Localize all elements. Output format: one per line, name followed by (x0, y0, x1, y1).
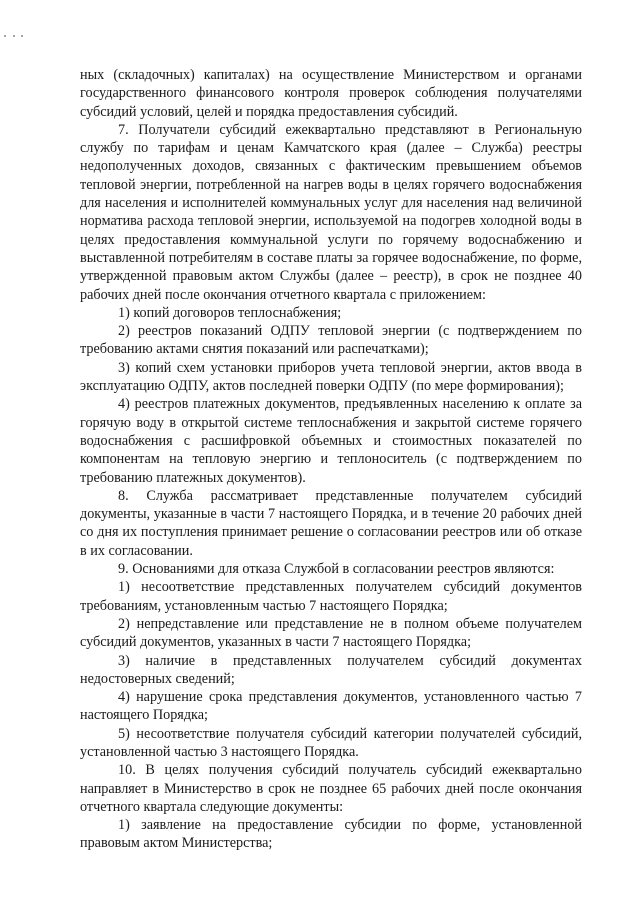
paragraph-7-item-4: 4) реестров платежных документов, предъявленных населению к оплате за горячую воду в открытой системе теплоснабжения и закрытой системе горячего водоснабжения с расшифровкой объемных и стоимостных показателей по компонентам на тепловую энергию и теплоноситель (с подтверждением по требованию платежных документов). (80, 396, 582, 486)
paragraph-9-item-1: 1) несоответствие представленных получателем субсидий документов требованиям, установленным частью 7 настоящего Порядка; (80, 579, 582, 614)
document-body (80, 66, 582, 853)
scan-artifact (4, 33, 24, 39)
paragraph-9: 9. Основаниями для отказа Службой в согласовании реестров являются: (118, 561, 555, 578)
paragraph-9-item-4: 4) нарушение срока представления документов, установленного частью 7 настоящего Порядка; (80, 689, 582, 724)
paragraph-9-item-2: 2) непредставление или представление не в полном объеме получателем субсидий документов, указанных в части 7 настоящего Порядка; (80, 615, 582, 651)
paragraph-7-item-1: 1) копий договоров теплоснабжения; (118, 304, 342, 321)
paragraph-10-item-1: 1) заявление на предоставление субсидии по форме, установленной правовым актом Министерства; (80, 817, 582, 852)
paragraph-7-item-3: 3) копий схем установки приборов учета тепловой энергии, актов ввода в эксплуатацию ОДПУ, актов последней поверки ОДПУ (по мере формирования); (80, 359, 582, 395)
paragraph-10: 10. В целях получения субсидий получатель субсидий ежеквартально направляет в Министерство в срок не позднее 65 рабочих дней после окончания отчетного квартала следующие документы: (80, 762, 582, 815)
paragraph-7: 7. Получатели субсидий ежеквартально представляют в Региональную службу по тарифам и ценам Камчатского края (далее – Служба) реестры недополученных доходов, связанных с фактическим превышением объемов тепловой энергии, потребленной на нагрев воды в целях горячего водоснабжения для населения и исполнителей коммунальных услуг для населения над величиной норматива расхода тепловой энергии, используемой на подогрев холодной воды в целях предоставления коммунальной услуги по горячему водоснабжению и выставленной потребителям в составе платы за горячее водоснабжение, по форме, утвержденной правовым актом Службы (далее – реестр), в срок не позднее 40 рабочих дней после окончания отчетного квартала с приложением: (80, 121, 582, 303)
paragraph-9-item-3: 3) наличие в представленных получателем субсидий документах недостоверных сведений; (80, 652, 582, 687)
paragraph-7-item-2: 2) реестров показаний ОДПУ тепловой энергии (с подтверждением по требованию актами снятия показаний или распечатками); (80, 323, 582, 358)
paragraph-continuation: ных (складочных) капиталах) на осуществление Министерством и органами государственного финансового контроля проверок соблюдения получателями субсидий условий, целей и порядка предоставления субсидий. (80, 67, 582, 120)
paragraph-9-item-5: 5) несоответствие получателя субсидий категории получателей субсидий, установленной частью 3 настоящего Порядка. (80, 725, 582, 760)
paragraph-8: 8. Служба рассматривает представленные получателем субсидий документы, указанные в части 7 настоящего Порядка, и в течение 20 рабочих дней со дня их поступления принимает решение о согласовании реестров или об отказе в их согласовании. (80, 487, 582, 559)
